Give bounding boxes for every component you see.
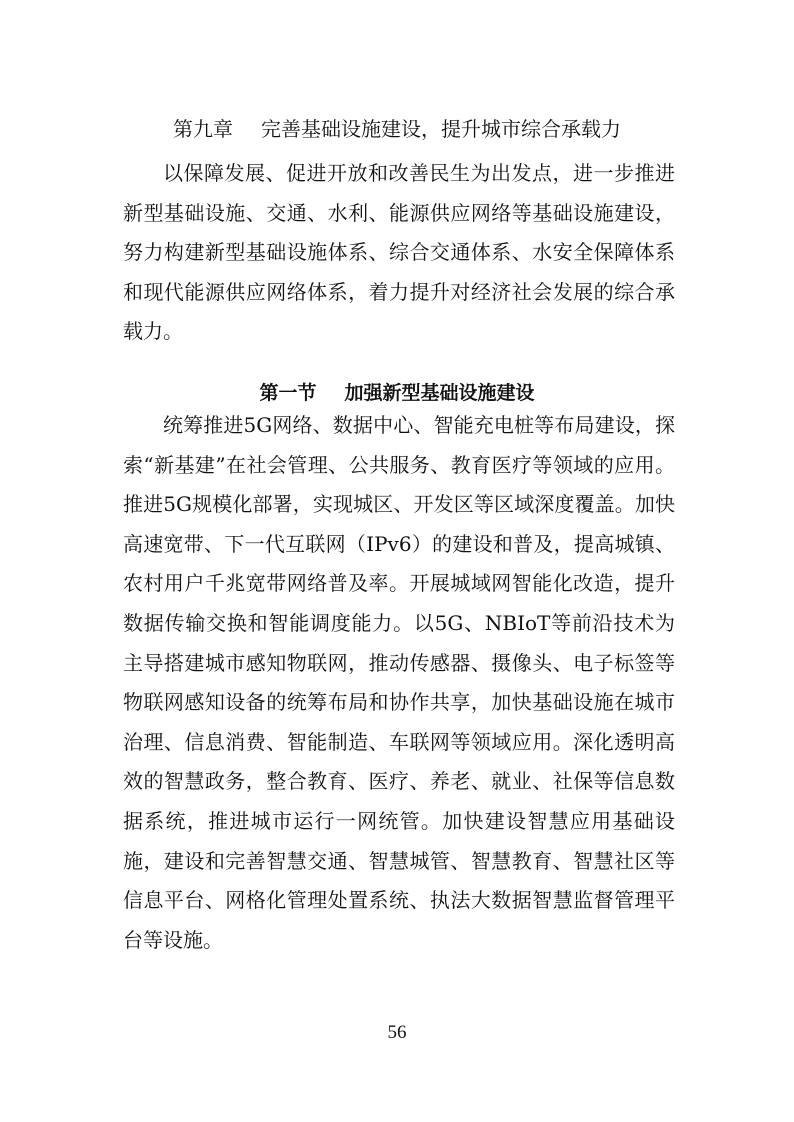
section-number: 第一节 (259, 381, 317, 404)
section-body-paragraph: 统筹推进5G网络、数据中心、智能充电桩等布局建设，探索“新基建”在社会管理、公共服务、教育医疗等领域的应用。推进5G规模化部署，实现城区、开发区等区域深度覆盖。加快高速宽带、下一代互联网（IPv6）的建设和普及，提高城镇、农村用户千兆宽带网络普及率。开展城域网智能化改造，提升数据传输交换和智能调度能力。以5G、NBIoT等前沿技术为主导搭建城市感知物联网，推动传感器、摄像头、电子标签等物联网感知设备的统筹布局和协作共享，加快基础设施在城市治理、信息消费、智能制造、车联网等领域应用。深化透明高效的智慧政务，整合教育、医疗、养老、就业、社保等信息数据系统，推进城市运行一网统管。加快建设智慧应用基础设施，建设和完善智慧交通、智慧城管、智慧教育、智慧社区等信息平台、网格化管理处置系统、执法大数据智慧监督管理平台等设施。 (123, 413, 675, 952)
chapter-heading (0, 111, 794, 147)
chapter-intro-paragraph: 以保障发展、促进开放和改善民生为出发点，进一步推进新型基础设施、交通、水利、能源供应网络等基础设施建设，努力构建新型基础设施体系、综合交通体系、水安全保障体系和现代能源供应网络体系，着力提升对经济社会发展的综合承载力。 (123, 161, 675, 344)
section-title: 加强新型基础设施建设 (344, 381, 535, 404)
chapter-number: 第九章 (173, 117, 233, 142)
page-number: 56 (387, 1022, 407, 1043)
section-heading (0, 376, 794, 410)
chapter-title: 完善基础设施建设，提升城市综合承载力 (261, 117, 621, 142)
